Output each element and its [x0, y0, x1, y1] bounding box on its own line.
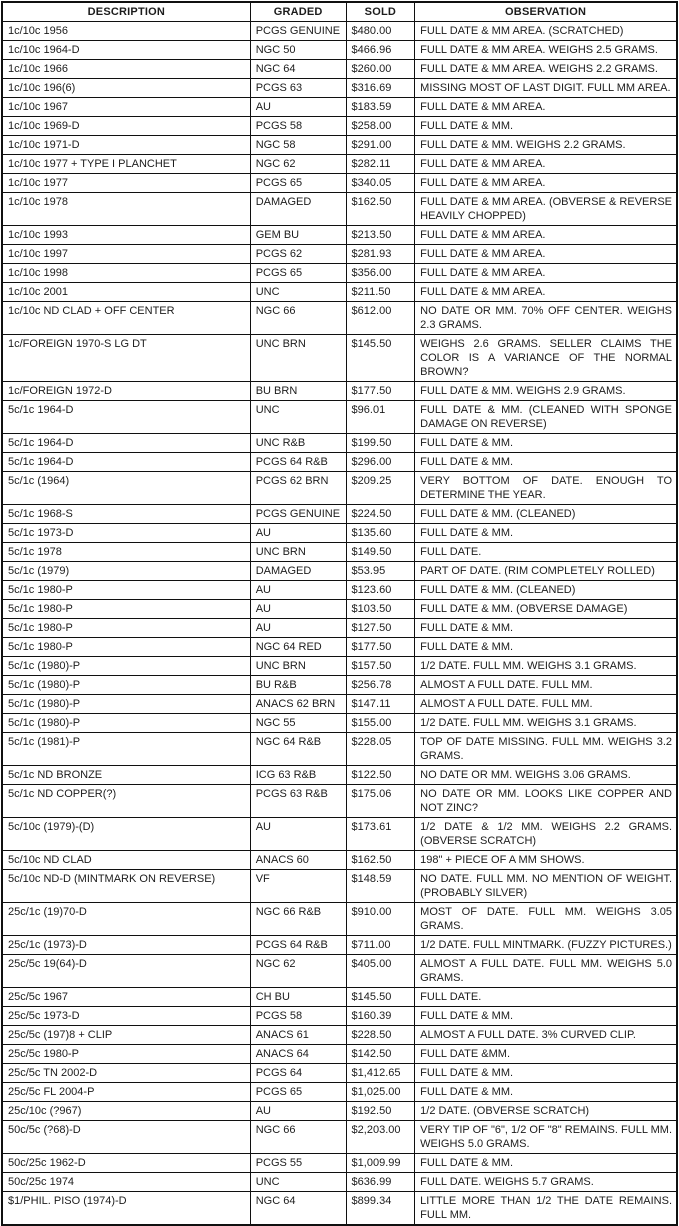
- description-cell: 5c/1c ND BRONZE: [2, 766, 250, 785]
- sold-cell: $122.50: [346, 766, 415, 785]
- observation-cell: ALMOST A FULL DATE. FULL MM. WEIGHS 5.0 GRAMS.: [415, 955, 677, 988]
- description-cell: 1c/FOREIGN 1972-D: [2, 382, 250, 401]
- sold-cell: $145.50: [346, 988, 415, 1007]
- table-row: [2, 543, 677, 562]
- graded-cell: PCGS 65: [250, 264, 346, 283]
- description-cell: 1c/10c 1967: [2, 98, 250, 117]
- table-row: [2, 619, 677, 638]
- description-cell: 1c/10c 1977 + TYPE I PLANCHET: [2, 155, 250, 174]
- graded-cell: DAMAGED: [250, 193, 346, 226]
- graded-cell: PCGS 58: [250, 1007, 346, 1026]
- graded-cell: AU: [250, 818, 346, 851]
- description-cell: 5c/1c 1978: [2, 543, 250, 562]
- sold-cell: $282.11: [346, 155, 415, 174]
- table-row: [2, 581, 677, 600]
- sold-cell: $142.50: [346, 1045, 415, 1064]
- table-row: [2, 766, 677, 785]
- observation-cell: FULL DATE & MM.: [415, 434, 677, 453]
- table-row: [2, 335, 677, 382]
- table-row: [2, 283, 677, 302]
- table-row: [2, 136, 677, 155]
- description-cell: 5c/1c 1964-D: [2, 453, 250, 472]
- table-row: [2, 382, 677, 401]
- observation-cell: TOP OF DATE MISSING. FULL MM. WEIGHS 3.2 GRAMS.: [415, 733, 677, 766]
- graded-cell: ANACS 60: [250, 851, 346, 870]
- sold-cell: $480.00: [346, 22, 415, 41]
- description-cell: 1c/10c ND CLAD + OFF CENTER: [2, 302, 250, 335]
- description-cell: 5c/1c 1980-P: [2, 600, 250, 619]
- graded-cell: NGC 62: [250, 155, 346, 174]
- graded-cell: PCGS 64 R&B: [250, 936, 346, 955]
- description-cell: 25c/5c 1973-D: [2, 1007, 250, 1026]
- graded-cell: BU BRN: [250, 382, 346, 401]
- description-cell: 1c/10c 1966: [2, 60, 250, 79]
- table-row: [2, 955, 677, 988]
- sold-cell: $258.00: [346, 117, 415, 136]
- table-row: [2, 714, 677, 733]
- observation-cell: NO DATE OR MM. WEIGHS 3.06 GRAMS.: [415, 766, 677, 785]
- sold-cell: $340.05: [346, 174, 415, 193]
- description-cell: 5c/10c (1979)-(D): [2, 818, 250, 851]
- sold-cell: $123.60: [346, 581, 415, 600]
- table-row: [2, 264, 677, 283]
- observation-cell: PART OF DATE. (RIM COMPLETELY ROLLED): [415, 562, 677, 581]
- graded-cell: NGC 64 RED: [250, 638, 346, 657]
- sold-cell: $356.00: [346, 264, 415, 283]
- description-cell: 1c/10c 1998: [2, 264, 250, 283]
- description-cell: 5c/1c (1980)-P: [2, 657, 250, 676]
- observation-cell: NO DATE OR MM. 70% OFF CENTER. WEIGHS 2.3 GRAMS.: [415, 302, 677, 335]
- graded-cell: AU: [250, 524, 346, 543]
- description-cell: 50c/25c 1974: [2, 1173, 250, 1192]
- table-row: [2, 870, 677, 903]
- description-cell: 25c/5c 1980-P: [2, 1045, 250, 1064]
- observation-cell: FULL DATE.: [415, 988, 677, 1007]
- table-row: [2, 851, 677, 870]
- observation-cell: ALMOST A FULL DATE. 3% CURVED CLIP.: [415, 1026, 677, 1045]
- coin-price-list-page: [0, 1, 679, 1226]
- observation-cell: FULL DATE & MM AREA. (SCRATCHED): [415, 22, 677, 41]
- table-row: [2, 818, 677, 851]
- graded-cell: VF: [250, 870, 346, 903]
- observation-cell: FULL DATE & MM. (CLEANED WITH SPONGE DAMAGE ON REVERSE): [415, 401, 677, 434]
- sold-cell: $228.50: [346, 1026, 415, 1045]
- description-cell: 1c/10c 1993: [2, 226, 250, 245]
- table-row: [2, 1154, 677, 1173]
- observation-cell: FULL DATE & MM.: [415, 1083, 677, 1102]
- observation-cell: 1/2 DATE. FULL MM. WEIGHS 3.1 GRAMS.: [415, 657, 677, 676]
- sold-cell: $1,009.99: [346, 1154, 415, 1173]
- table-row: [2, 988, 677, 1007]
- table-row: [2, 60, 677, 79]
- sold-cell: $405.00: [346, 955, 415, 988]
- table-row: [2, 1007, 677, 1026]
- description-cell: 1c/10c 1956: [2, 22, 250, 41]
- graded-cell: NGC 58: [250, 136, 346, 155]
- sold-cell: $209.25: [346, 472, 415, 505]
- graded-cell: UNC BRN: [250, 543, 346, 562]
- sold-cell: $316.69: [346, 79, 415, 98]
- table-row: [2, 1045, 677, 1064]
- description-cell: 1c/10c 1997: [2, 245, 250, 264]
- sold-cell: $183.59: [346, 98, 415, 117]
- description-cell: 5c/1c 1968-S: [2, 505, 250, 524]
- table-row: [2, 1173, 677, 1192]
- graded-cell: PCGS GENUINE: [250, 22, 346, 41]
- graded-cell: ANACS 64: [250, 1045, 346, 1064]
- sold-cell: $1,025.00: [346, 1083, 415, 1102]
- table-row: [2, 903, 677, 936]
- graded-cell: NGC 55: [250, 714, 346, 733]
- description-cell: 5c/10c ND-D (MINTMARK ON REVERSE): [2, 870, 250, 903]
- graded-cell: NGC 66 R&B: [250, 903, 346, 936]
- sold-cell: $213.50: [346, 226, 415, 245]
- graded-cell: UNC BRN: [250, 657, 346, 676]
- table-row: [2, 1064, 677, 1083]
- observation-cell: FULL DATE. WEIGHS 5.7 GRAMS.: [415, 1173, 677, 1192]
- graded-cell: BU R&B: [250, 676, 346, 695]
- graded-cell: AU: [250, 98, 346, 117]
- graded-cell: PCGS 63 R&B: [250, 785, 346, 818]
- sold-cell: $157.50: [346, 657, 415, 676]
- observation-cell: FULL DATE & MM AREA.: [415, 245, 677, 264]
- sold-cell: $175.06: [346, 785, 415, 818]
- sold-cell: $228.05: [346, 733, 415, 766]
- graded-cell: NGC 64: [250, 60, 346, 79]
- graded-cell: PCGS 62 BRN: [250, 472, 346, 505]
- table-row: [2, 695, 677, 714]
- description-cell: 5c/10c ND CLAD: [2, 851, 250, 870]
- sold-cell: $612.00: [346, 302, 415, 335]
- observation-cell: FULL DATE & MM.: [415, 638, 677, 657]
- sold-cell: $2,203.00: [346, 1121, 415, 1154]
- sold-cell: $162.50: [346, 851, 415, 870]
- graded-cell: NGC 50: [250, 41, 346, 60]
- graded-cell: NGC 66: [250, 1121, 346, 1154]
- graded-cell: NGC 64 R&B: [250, 733, 346, 766]
- observation-cell: FULL DATE & MM.: [415, 619, 677, 638]
- sold-cell: $899.34: [346, 1192, 415, 1226]
- observation-cell: FULL DATE & MM AREA. (OBVERSE & REVERSE HEAVILY CHOPPED): [415, 193, 677, 226]
- graded-cell: PCGS 55: [250, 1154, 346, 1173]
- table-row: [2, 193, 677, 226]
- observation-cell: FULL DATE & MM. WEIGHS 2.2 GRAMS.: [415, 136, 677, 155]
- description-cell: 5c/1c 1980-P: [2, 581, 250, 600]
- description-cell: 25c/5c (197)8 + CLIP: [2, 1026, 250, 1045]
- table-row: [2, 562, 677, 581]
- sold-cell: $224.50: [346, 505, 415, 524]
- description-cell: 25c/1c (19)70-D: [2, 903, 250, 936]
- table-row: [2, 302, 677, 335]
- table-row: [2, 524, 677, 543]
- graded-cell: ICG 63 R&B: [250, 766, 346, 785]
- sold-cell: $636.99: [346, 1173, 415, 1192]
- observation-cell: MOST OF DATE. FULL MM. WEIGHS 3.05 GRAMS.: [415, 903, 677, 936]
- observation-cell: 1/2 DATE. (OBVERSE SCRATCH): [415, 1102, 677, 1121]
- description-cell: 5c/1c 1980-P: [2, 619, 250, 638]
- observation-cell: FULL DATE & MM.: [415, 1154, 677, 1173]
- sold-cell: $135.60: [346, 524, 415, 543]
- sold-cell: $160.39: [346, 1007, 415, 1026]
- sold-cell: $260.00: [346, 60, 415, 79]
- description-cell: 25c/5c TN 2002-D: [2, 1064, 250, 1083]
- sold-cell: $211.50: [346, 283, 415, 302]
- observation-cell: FULL DATE & MM AREA.: [415, 174, 677, 193]
- table-row: [2, 453, 677, 472]
- observation-cell: VERY BOTTOM OF DATE. ENOUGH TO DETERMINE THE YEAR.: [415, 472, 677, 505]
- graded-cell: PCGS 62: [250, 245, 346, 264]
- table-row: [2, 155, 677, 174]
- sold-cell: $1,412.65: [346, 1064, 415, 1083]
- observation-cell: FULL DATE & MM AREA.: [415, 226, 677, 245]
- table-row: [2, 1083, 677, 1102]
- graded-cell: AU: [250, 600, 346, 619]
- observation-cell: FULL DATE & MM.: [415, 524, 677, 543]
- sold-cell: $148.59: [346, 870, 415, 903]
- sold-cell: $127.50: [346, 619, 415, 638]
- graded-cell: UNC BRN: [250, 335, 346, 382]
- graded-cell: PCGS 58: [250, 117, 346, 136]
- observation-cell: 1/2 DATE & 1/2 MM. WEIGHS 2.2 GRAMS. (OBVERSE SCRATCH): [415, 818, 677, 851]
- description-cell: 25c/5c FL 2004-P: [2, 1083, 250, 1102]
- description-cell: 1c/10c 1971-D: [2, 136, 250, 155]
- table-row: [2, 1026, 677, 1045]
- description-cell: 1c/10c 1978: [2, 193, 250, 226]
- table-header: [2, 2, 677, 22]
- observation-cell: FULL DATE & MM. WEIGHS 2.9 GRAMS.: [415, 382, 677, 401]
- description-cell: 5c/1c ND COPPER(?): [2, 785, 250, 818]
- graded-cell: UNC R&B: [250, 434, 346, 453]
- table-row: [2, 1192, 677, 1226]
- description-cell: 25c/5c 1967: [2, 988, 250, 1007]
- sold-cell: $177.50: [346, 638, 415, 657]
- table-row: [2, 676, 677, 695]
- description-cell: 50c/25c 1962-D: [2, 1154, 250, 1173]
- graded-cell: PCGS 63: [250, 79, 346, 98]
- observation-cell: FULL DATE & MM. (OBVERSE DAMAGE): [415, 600, 677, 619]
- description-cell: 50c/5c (?68)-D: [2, 1121, 250, 1154]
- sold-cell: $155.00: [346, 714, 415, 733]
- table-row: [2, 1102, 677, 1121]
- observation-cell: FULL DATE.: [415, 543, 677, 562]
- sold-cell: $149.50: [346, 543, 415, 562]
- observation-cell: ALMOST A FULL DATE. FULL MM.: [415, 695, 677, 714]
- table-row: [2, 41, 677, 60]
- graded-cell: NGC 62: [250, 955, 346, 988]
- description-cell: 5c/1c (1981)-P: [2, 733, 250, 766]
- sold-cell: $199.50: [346, 434, 415, 453]
- graded-cell: PCGS GENUINE: [250, 505, 346, 524]
- graded-cell: DAMAGED: [250, 562, 346, 581]
- table-row: [2, 785, 677, 818]
- description-cell: 1c/10c 1977: [2, 174, 250, 193]
- observation-cell: FULL DATE & MM AREA. WEIGHS 2.2 GRAMS.: [415, 60, 677, 79]
- description-cell: 1c/FOREIGN 1970-S LG DT: [2, 335, 250, 382]
- observation-cell: FULL DATE & MM AREA. WEIGHS 2.5 GRAMS.: [415, 41, 677, 60]
- graded-cell: PCGS 64: [250, 1064, 346, 1083]
- graded-cell: AU: [250, 619, 346, 638]
- description-cell: 5c/1c (1964): [2, 472, 250, 505]
- table-row: [2, 936, 677, 955]
- table-row: [2, 1121, 677, 1154]
- graded-cell: UNC: [250, 1173, 346, 1192]
- observation-cell: WEIGHS 2.6 GRAMS. SELLER CLAIMS THE COLOR IS A VARIANCE OF THE NORMAL BROWN?: [415, 335, 677, 382]
- graded-cell: CH BU: [250, 988, 346, 1007]
- sold-cell: $281.93: [346, 245, 415, 264]
- description-cell: $1/PHIL. PISO (1974)-D: [2, 1192, 250, 1226]
- table-row: [2, 434, 677, 453]
- graded-cell: PCGS 65: [250, 174, 346, 193]
- coin-price-table: [1, 1, 678, 1226]
- header-row: [2, 2, 677, 22]
- description-cell: 1c/10c 1969-D: [2, 117, 250, 136]
- table-row: [2, 79, 677, 98]
- table-row: [2, 657, 677, 676]
- table-row: [2, 245, 677, 264]
- table-row: [2, 600, 677, 619]
- sold-cell: $910.00: [346, 903, 415, 936]
- graded-cell: UNC: [250, 401, 346, 434]
- graded-cell: PCGS 64 R&B: [250, 453, 346, 472]
- table-row: [2, 733, 677, 766]
- sold-cell: $177.50: [346, 382, 415, 401]
- graded-cell: AU: [250, 581, 346, 600]
- sold-cell: $53.95: [346, 562, 415, 581]
- description-cell: 25c/1c (1973)-D: [2, 936, 250, 955]
- observation-cell: FULL DATE & MM.: [415, 117, 677, 136]
- table-row: [2, 22, 677, 41]
- observation-cell: 198" + PIECE OF A MM SHOWS.: [415, 851, 677, 870]
- graded-cell: NGC 64: [250, 1192, 346, 1226]
- description-cell: 1c/10c 2001: [2, 283, 250, 302]
- description-cell: 1c/10c 1964-D: [2, 41, 250, 60]
- sold-cell: $147.11: [346, 695, 415, 714]
- table-row: [2, 117, 677, 136]
- sold-cell: $103.50: [346, 600, 415, 619]
- observation-cell: FULL DATE & MM. (CLEANED): [415, 505, 677, 524]
- observation-cell: LITTLE MORE THAN 1/2 THE DATE REMAINS. FULL MM.: [415, 1192, 677, 1226]
- observation-cell: ALMOST A FULL DATE. FULL MM.: [415, 676, 677, 695]
- description-cell: 5c/1c (1979): [2, 562, 250, 581]
- sold-cell: $162.50: [346, 193, 415, 226]
- observation-cell: VERY TIP OF "6", 1/2 OF "8" REMAINS. FULL MM. WEIGHS 5.0 GRAMS.: [415, 1121, 677, 1154]
- description-cell: 5c/1c (1980)-P: [2, 695, 250, 714]
- description-cell: 5c/1c 1964-D: [2, 434, 250, 453]
- observation-cell: 1/2 DATE. FULL MINTMARK. (FUZZY PICTURES.): [415, 936, 677, 955]
- table-body: [2, 22, 677, 1226]
- table-row: [2, 174, 677, 193]
- description-cell: 1c/10c 196(6): [2, 79, 250, 98]
- graded-cell: GEM BU: [250, 226, 346, 245]
- graded-cell: PCGS 65: [250, 1083, 346, 1102]
- observation-cell: FULL DATE &MM.: [415, 1045, 677, 1064]
- observation-cell: FULL DATE & MM. (CLEANED): [415, 581, 677, 600]
- table-row: [2, 638, 677, 657]
- description-cell: 5c/1c (1980)-P: [2, 714, 250, 733]
- observation-cell: FULL DATE & MM AREA.: [415, 283, 677, 302]
- graded-cell: UNC: [250, 283, 346, 302]
- observation-cell: FULL DATE & MM.: [415, 1007, 677, 1026]
- sold-cell: $256.78: [346, 676, 415, 695]
- description-cell: 5c/1c 1980-P: [2, 638, 250, 657]
- sold-cell: $173.61: [346, 818, 415, 851]
- observation-cell: FULL DATE & MM AREA.: [415, 98, 677, 117]
- observation-cell: FULL DATE & MM AREA.: [415, 264, 677, 283]
- sold-cell: $192.50: [346, 1102, 415, 1121]
- graded-cell: AU: [250, 1102, 346, 1121]
- sold-cell: $296.00: [346, 453, 415, 472]
- graded-cell: NGC 66: [250, 302, 346, 335]
- sold-cell: $466.96: [346, 41, 415, 60]
- observation-cell: NO DATE OR MM. LOOKS LIKE COPPER AND NOT ZINC?: [415, 785, 677, 818]
- column-header-observation: OBSERVATION: [415, 2, 677, 22]
- column-header-description: DESCRIPTION: [2, 2, 250, 22]
- graded-cell: ANACS 62 BRN: [250, 695, 346, 714]
- description-cell: 25c/10c (?967): [2, 1102, 250, 1121]
- observation-cell: FULL DATE & MM.: [415, 1064, 677, 1083]
- column-header-graded: GRADED: [250, 2, 346, 22]
- observation-cell: MISSING MOST OF LAST DIGIT. FULL MM AREA.: [415, 79, 677, 98]
- observation-cell: 1/2 DATE. FULL MM. WEIGHS 3.1 GRAMS.: [415, 714, 677, 733]
- observation-cell: FULL DATE & MM.: [415, 453, 677, 472]
- table-row: [2, 505, 677, 524]
- sold-cell: $96.01: [346, 401, 415, 434]
- observation-cell: FULL DATE & MM AREA.: [415, 155, 677, 174]
- table-row: [2, 98, 677, 117]
- table-row: [2, 226, 677, 245]
- sold-cell: $291.00: [346, 136, 415, 155]
- description-cell: 5c/1c 1973-D: [2, 524, 250, 543]
- column-header-sold: SOLD: [346, 2, 415, 22]
- description-cell: 5c/1c (1980)-P: [2, 676, 250, 695]
- observation-cell: NO DATE. FULL MM. NO MENTION OF WEIGHT. (PROBABLY SILVER): [415, 870, 677, 903]
- description-cell: 5c/1c 1964-D: [2, 401, 250, 434]
- sold-cell: $711.00: [346, 936, 415, 955]
- description-cell: 25c/5c 19(64)-D: [2, 955, 250, 988]
- sold-cell: $145.50: [346, 335, 415, 382]
- table-row: [2, 472, 677, 505]
- graded-cell: ANACS 61: [250, 1026, 346, 1045]
- table-row: [2, 401, 677, 434]
